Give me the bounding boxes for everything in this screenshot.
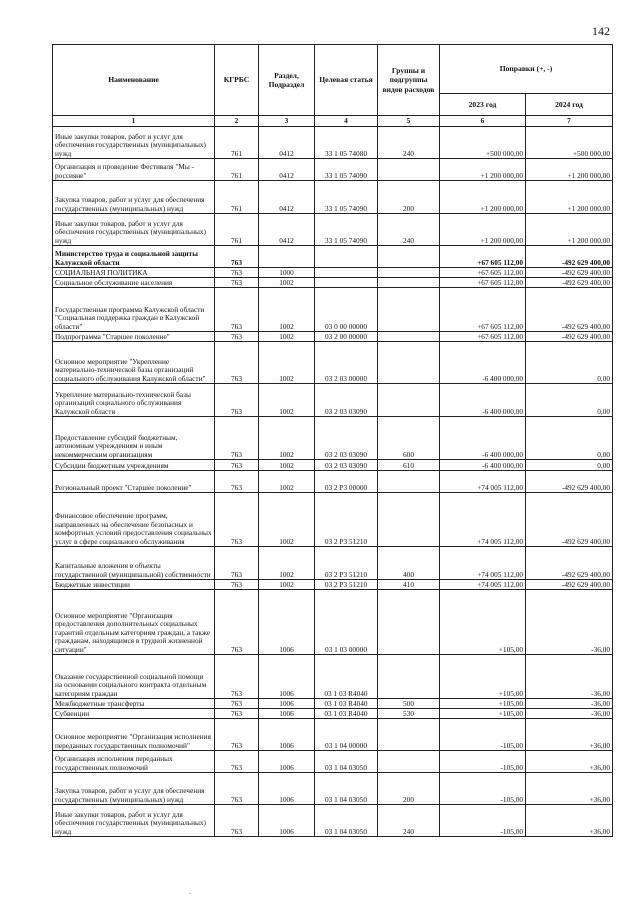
header-target-article: Целевая статья: [315, 45, 378, 116]
row-target-article: 33 1 05 74090: [315, 181, 378, 214]
row-razdel: 1002: [259, 288, 315, 332]
row-kgrbs: 763: [215, 384, 259, 417]
column-number: 2: [215, 116, 259, 127]
row-amount-2024: -36,00: [526, 709, 613, 719]
table-row: [53, 590, 613, 655]
row-kgrbs: 763: [215, 709, 259, 719]
row-target-article: [315, 246, 378, 268]
header-razdel: Раздел, Подраздел: [259, 45, 315, 116]
row-amount-2024: 0,00: [526, 384, 613, 417]
row-target-article: 03 2 P3 51210: [315, 547, 378, 580]
row-name: Капитальные вложения в объекты государственной (муниципальной) собственности: [53, 547, 215, 580]
table-row: [53, 127, 613, 159]
row-razdel: 1006: [259, 709, 315, 719]
table-row: [53, 332, 613, 342]
row-target-article: 33 1 05 74080: [315, 127, 378, 159]
row-target-article: 03 2 03 03090: [315, 460, 378, 471]
row-name: Закупка товаров, работ и услуг для обеспечения государственных (муниципальных) нужд: [53, 181, 215, 214]
row-target-article: 03 2 P3 00000: [315, 471, 378, 493]
row-target-article: 03 1 03 R4040: [315, 709, 378, 719]
column-number: 4: [315, 116, 378, 127]
row-amount-2024: +1 200 000,00: [526, 214, 613, 246]
row-razdel: 0412: [259, 214, 315, 246]
row-kgrbs: 763: [215, 278, 259, 288]
row-kgrbs: 763: [215, 547, 259, 580]
row-target-article: 03 1 03 00000: [315, 590, 378, 655]
row-amount-2023: -6 400 000,00: [440, 342, 526, 384]
row-expense-type: 400: [378, 547, 440, 580]
row-name: Межбюджетные трансферты: [53, 699, 215, 709]
row-target-article: 03 2 P3 51210: [315, 493, 378, 547]
row-amount-2023: +67 605 112,00: [440, 246, 526, 268]
table-row: [53, 719, 613, 751]
row-expense-type: 200: [378, 181, 440, 214]
row-name: Бюджетные инвестиции: [53, 580, 215, 590]
table-row: [53, 580, 613, 590]
row-kgrbs: 763: [215, 471, 259, 493]
row-name: Иные закупки товаров, работ и услуг для обеспечения государственных (муниципальных) нужд: [53, 805, 215, 837]
table-row: [53, 417, 613, 460]
row-target-article: [315, 278, 378, 288]
row-expense-type: [378, 471, 440, 493]
row-razdel: 1002: [259, 384, 315, 417]
row-amount-2024: -492 629 400,00: [526, 547, 613, 580]
table-row: [53, 460, 613, 471]
row-amount-2023: +67 605 112,00: [440, 332, 526, 342]
row-razdel: 1002: [259, 471, 315, 493]
row-amount-2023: -6 400 000,00: [440, 384, 526, 417]
header-expense-groups: Группы и подгруппы видов расходов: [378, 45, 440, 116]
header-year-2024: 2024 год: [526, 94, 613, 116]
row-target-article: 33 1 05 74090: [315, 159, 378, 181]
row-target-article: [315, 268, 378, 278]
row-kgrbs: 763: [215, 805, 259, 837]
row-kgrbs: 763: [215, 332, 259, 342]
row-name: Предоставление субсидий бюджетным, автономным учреждениям и иным некоммерческим организациям: [53, 417, 215, 460]
row-kgrbs: 761: [215, 127, 259, 159]
row-amount-2023: +74 005 112,00: [440, 471, 526, 493]
table-row: [53, 288, 613, 332]
row-razdel: 1006: [259, 655, 315, 699]
row-kgrbs: 761: [215, 214, 259, 246]
row-razdel: 1002: [259, 493, 315, 547]
row-razdel: 0412: [259, 181, 315, 214]
table-row: [53, 214, 613, 246]
row-expense-type: 410: [378, 580, 440, 590]
row-kgrbs: 763: [215, 590, 259, 655]
header-name: Наименование: [53, 45, 215, 116]
row-amount-2023: +105,00: [440, 655, 526, 699]
row-kgrbs: 763: [215, 460, 259, 471]
row-expense-type: 500: [378, 699, 440, 709]
row-kgrbs: 763: [215, 699, 259, 709]
row-amount-2024: +1 200 000,00: [526, 181, 613, 214]
row-name: СОЦИАЛЬНАЯ ПОЛИТИКА: [53, 268, 215, 278]
column-number: 7: [526, 116, 613, 127]
row-name: Иные закупки товаров, работ и услуг для обеспечения государственных (муниципальных) нужд: [53, 127, 215, 159]
row-razdel: 1006: [259, 773, 315, 805]
row-amount-2024: +1 200 000,00: [526, 159, 613, 181]
row-name: Подпрограмма "Старшее поколение": [53, 332, 215, 342]
row-amount-2024: +36,00: [526, 719, 613, 751]
row-expense-type: [378, 268, 440, 278]
row-razdel: [259, 246, 315, 268]
row-amount-2024: -492 629 400,00: [526, 246, 613, 268]
row-target-article: 03 1 04 00000: [315, 719, 378, 751]
row-kgrbs: 763: [215, 288, 259, 332]
row-amount-2023: -105,00: [440, 773, 526, 805]
row-amount-2023: +67 605 112,00: [440, 288, 526, 332]
row-amount-2024: +500 000,00: [526, 127, 613, 159]
row-expense-type: [378, 288, 440, 332]
row-target-article: 03 0 00 00000: [315, 288, 378, 332]
header-amendments: Поправки (+, -): [440, 45, 613, 94]
row-expense-type: 240: [378, 805, 440, 837]
row-amount-2024: +36,00: [526, 773, 613, 805]
row-kgrbs: 761: [215, 181, 259, 214]
row-name: Государственная программа Калужской области "Социальная поддержка граждан в Калужской области": [53, 288, 215, 332]
row-target-article: 03 2 03 03090: [315, 417, 378, 460]
row-razdel: 0412: [259, 159, 315, 181]
row-target-article: 03 1 04 03050: [315, 805, 378, 837]
row-kgrbs: 763: [215, 342, 259, 384]
column-number-row: [53, 116, 613, 127]
row-expense-type: 600: [378, 417, 440, 460]
column-number: 3: [259, 116, 315, 127]
row-razdel: 1006: [259, 590, 315, 655]
row-amount-2023: +74 005 112,00: [440, 580, 526, 590]
row-amount-2023: +1 200 000,00: [440, 214, 526, 246]
row-expense-type: [378, 246, 440, 268]
row-name: Основное мероприятие "Укрепление материально-технической базы организаций социального обслуживания Калужской области": [53, 342, 215, 384]
row-razdel: 1006: [259, 805, 315, 837]
row-target-article: 03 2 03 00000: [315, 342, 378, 384]
row-target-article: 03 2 03 03090: [315, 384, 378, 417]
row-amount-2024: +36,00: [526, 805, 613, 837]
row-name: Укрепление материально-технической базы организаций социального обслуживания Калужской области: [53, 384, 215, 417]
row-amount-2023: +105,00: [440, 709, 526, 719]
row-name: Социальное обслуживание населения: [53, 278, 215, 288]
row-amount-2024: 0,00: [526, 417, 613, 460]
table-row: [53, 699, 613, 709]
row-target-article: 03 1 04 03050: [315, 751, 378, 773]
row-razdel: 0412: [259, 127, 315, 159]
row-name: Основное мероприятие "Организация исполнения переданных государственных полномочий": [53, 719, 215, 751]
row-amount-2023: +1 200 000,00: [440, 159, 526, 181]
row-kgrbs: 763: [215, 417, 259, 460]
column-number: 5: [378, 116, 440, 127]
row-razdel: 1002: [259, 332, 315, 342]
row-razdel: 1002: [259, 460, 315, 471]
row-razdel: 1002: [259, 580, 315, 590]
row-amount-2023: +74 005 112,00: [440, 493, 526, 547]
row-expense-type: [378, 342, 440, 384]
table-row: [53, 493, 613, 547]
row-razdel: 1002: [259, 547, 315, 580]
budget-amendments-table: [52, 44, 613, 837]
table-row: [53, 805, 613, 837]
row-expense-type: 530: [378, 709, 440, 719]
row-amount-2024: -492 629 400,00: [526, 493, 613, 547]
row-name: Финансовое обеспечение программ, направленных на обеспечение безопасных и комфортных условий предоставления социальных услуг в сфере социального обслуживания: [53, 493, 215, 547]
row-amount-2023: +74 005 112,00: [440, 547, 526, 580]
row-expense-type: 610: [378, 460, 440, 471]
row-amount-2024: -492 629 400,00: [526, 580, 613, 590]
row-expense-type: [378, 493, 440, 547]
row-kgrbs: 763: [215, 493, 259, 547]
table-row: [53, 384, 613, 417]
page-number: 142: [592, 24, 610, 38]
row-amount-2023: +67 605 112,00: [440, 278, 526, 288]
row-kgrbs: 763: [215, 268, 259, 278]
row-kgrbs: 763: [215, 246, 259, 268]
row-razdel: 1002: [259, 417, 315, 460]
table-row: [53, 751, 613, 773]
row-amount-2023: -6 400 000,00: [440, 460, 526, 471]
table-row: [53, 159, 613, 181]
header-year-2023: 2023 год: [440, 94, 526, 116]
scan-dot: .: [189, 887, 191, 896]
row-expense-type: 240: [378, 214, 440, 246]
row-expense-type: [378, 590, 440, 655]
row-razdel: 1006: [259, 751, 315, 773]
row-target-article: 03 1 04 03050: [315, 773, 378, 805]
row-amount-2023: +1 200 000,00: [440, 181, 526, 214]
row-amount-2024: -492 629 400,00: [526, 268, 613, 278]
row-amount-2024: -492 629 400,00: [526, 332, 613, 342]
table-row: [53, 181, 613, 214]
row-kgrbs: 763: [215, 655, 259, 699]
row-amount-2024: 0,00: [526, 342, 613, 384]
table-row: [53, 278, 613, 288]
row-name: Организация исполнения переданных государственных полномочий: [53, 751, 215, 773]
row-amount-2023: +105,00: [440, 590, 526, 655]
row-name: Субвенции: [53, 709, 215, 719]
header-kgrbs: КГРБС: [215, 45, 259, 116]
table-row: [53, 709, 613, 719]
row-amount-2024: 0,00: [526, 460, 613, 471]
table-row: [53, 246, 613, 268]
row-name: Субсидии бюджетным учреждениям: [53, 460, 215, 471]
row-kgrbs: 761: [215, 159, 259, 181]
row-amount-2023: -105,00: [440, 719, 526, 751]
row-amount-2024: -36,00: [526, 590, 613, 655]
row-name: Региональный проект "Старшее поколение": [53, 471, 215, 493]
row-amount-2023: -105,00: [440, 805, 526, 837]
row-kgrbs: 763: [215, 773, 259, 805]
row-name: Организация и проведение Фестиваля "Мы - россияне": [53, 159, 215, 181]
row-name: Основное мероприятие "Организация предоставления дополнительных социальных гарантий отдельным категориям граждан, а также гражданам, находящимся в трудной жизненной ситуации": [53, 590, 215, 655]
row-amount-2024: +36,00: [526, 751, 613, 773]
row-target-article: 03 1 03 R4040: [315, 699, 378, 709]
row-amount-2024: -492 629 400,00: [526, 288, 613, 332]
row-name: Министерство труда и социальной защиты Калужской области: [53, 246, 215, 268]
row-expense-type: [378, 332, 440, 342]
row-target-article: 03 1 03 R4040: [315, 655, 378, 699]
row-amount-2024: -36,00: [526, 655, 613, 699]
row-amount-2023: +67 605 112,00: [440, 268, 526, 278]
row-amount-2023: -6 400 000,00: [440, 417, 526, 460]
row-kgrbs: 763: [215, 719, 259, 751]
row-amount-2024: -36,00: [526, 699, 613, 709]
row-name: Оказание государственной социальной помощи на основании социального контракта отдельным категориям граждан: [53, 655, 215, 699]
row-amount-2023: -105,00: [440, 751, 526, 773]
row-razdel: 1006: [259, 719, 315, 751]
row-expense-type: 240: [378, 127, 440, 159]
row-razdel: 1000: [259, 268, 315, 278]
row-target-article: 33 1 05 74090: [315, 214, 378, 246]
table-row: [53, 547, 613, 580]
column-number: 6: [440, 116, 526, 127]
table-row: [53, 268, 613, 278]
row-amount-2023: +105,00: [440, 699, 526, 709]
row-target-article: 03 2 P3 51210: [315, 580, 378, 590]
row-expense-type: [378, 751, 440, 773]
row-expense-type: 200: [378, 773, 440, 805]
row-name: Иные закупки товаров, работ и услуг для обеспечения государственных (муниципальных) нужд: [53, 214, 215, 246]
row-amount-2024: -492 629 400,00: [526, 471, 613, 493]
row-expense-type: [378, 719, 440, 751]
row-expense-type: [378, 159, 440, 181]
table-row: [53, 471, 613, 493]
table-row: [53, 342, 613, 384]
table-row: [53, 655, 613, 699]
table-row: [53, 773, 613, 805]
row-razdel: 1002: [259, 278, 315, 288]
row-name: Закупка товаров, работ и услуг для обеспечения государственных (муниципальных) нужд: [53, 773, 215, 805]
row-target-article: 03 2 00 00000: [315, 332, 378, 342]
row-amount-2023: +500 000,00: [440, 127, 526, 159]
row-kgrbs: 763: [215, 580, 259, 590]
row-razdel: 1002: [259, 342, 315, 384]
row-kgrbs: 763: [215, 751, 259, 773]
row-razdel: 1006: [259, 699, 315, 709]
row-amount-2024: -492 629 400,00: [526, 278, 613, 288]
column-number: 1: [53, 116, 215, 127]
row-expense-type: [378, 384, 440, 417]
row-expense-type: [378, 655, 440, 699]
row-expense-type: [378, 278, 440, 288]
